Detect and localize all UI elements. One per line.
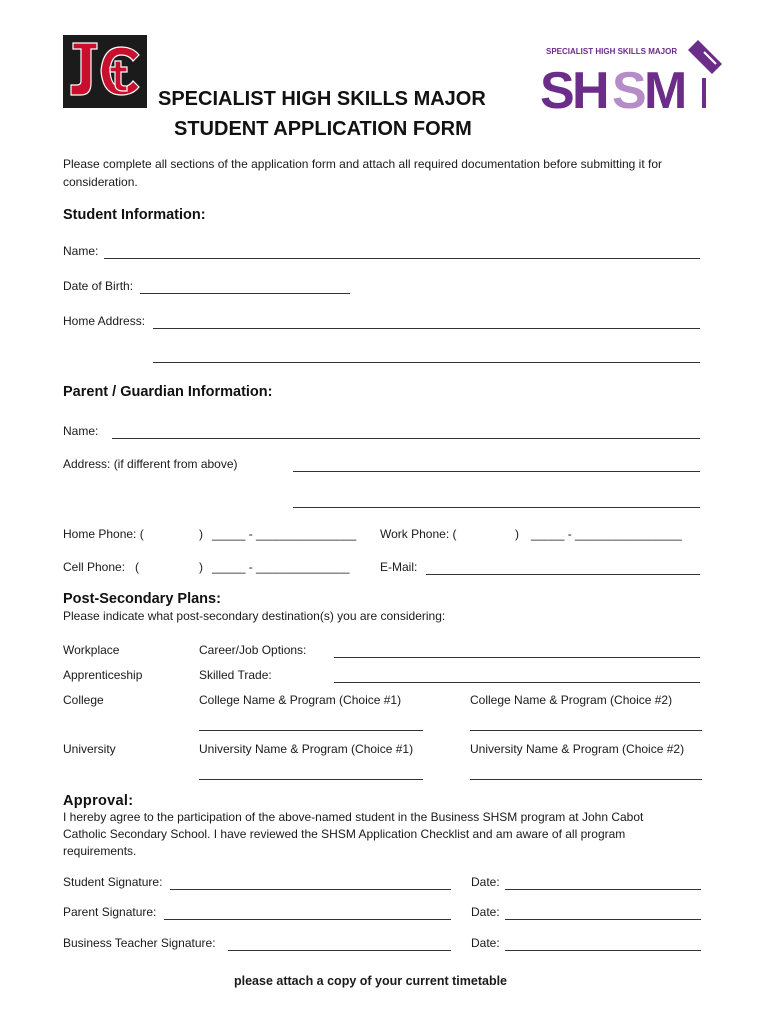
college-choice2-label: College Name & Program (Choice #2)	[470, 693, 673, 707]
college-label: College	[63, 693, 104, 707]
cell-phone-label: Cell Phone: (	[63, 560, 140, 574]
student-name-field[interactable]	[104, 258, 700, 259]
work-phone-paren: )	[515, 527, 519, 541]
student-signature-label: Student Signature:	[63, 875, 163, 889]
home-phone-label: Home Phone: (	[63, 527, 144, 541]
svg-text:H: H	[572, 62, 607, 113]
svg-text:SPECIALIST HIGH SKILLS MAJOR: SPECIALIST HIGH SKILLS MAJOR	[546, 47, 678, 56]
university-choice1-field[interactable]	[199, 779, 423, 780]
parent-address-field-2[interactable]	[293, 507, 700, 508]
parent-name-label: Name:	[63, 424, 99, 438]
post-secondary-heading: Post-Secondary Plans:	[63, 591, 221, 607]
university-choice1-label: University Name & Program (Choice #1)	[199, 742, 414, 756]
parent-signature-date-field[interactable]	[505, 919, 701, 920]
cell-phone-field[interactable]: _____ - ______________	[212, 560, 350, 574]
student-dob-label: Date of Birth:	[63, 279, 134, 293]
apprenticeship-label: Apprenticeship	[63, 668, 143, 682]
intro-text-line-1: Please complete all sections of the application form and attach all required documentation before submitting it for	[63, 157, 663, 171]
school-logo	[63, 35, 147, 108]
cell-phone-paren: )	[199, 560, 203, 574]
approval-heading: Approval:	[63, 793, 134, 809]
parent-address-label: Address: (if different from above)	[63, 457, 238, 471]
workplace-label: Workplace	[63, 643, 120, 657]
email-field[interactable]	[426, 574, 700, 575]
home-phone-paren: )	[199, 527, 203, 541]
title-line-2: STUDENT APPLICATION FORM	[174, 118, 472, 140]
shsm-logo	[538, 38, 730, 113]
teacher-signature-date-label: Date:	[471, 936, 500, 950]
student-name-label: Name:	[63, 244, 99, 258]
intro-text-line-2: consideration.	[63, 175, 138, 189]
career-options-field[interactable]	[334, 657, 700, 658]
career-options-label: Career/Job Options:	[199, 643, 307, 657]
skilled-trade-label: Skilled Trade:	[199, 668, 272, 682]
student-signature-date-field[interactable]	[505, 889, 701, 890]
student-dob-field[interactable]	[140, 293, 350, 294]
parent-signature-field[interactable]	[164, 919, 451, 920]
title-line-1: SPECIALIST HIGH SKILLS MAJOR	[158, 88, 486, 110]
teacher-signature-date-field[interactable]	[505, 950, 701, 951]
email-label: E-Mail:	[380, 560, 418, 574]
svg-text:S: S	[612, 62, 644, 113]
student-signature-field[interactable]	[170, 889, 451, 890]
work-phone-field[interactable]: _____ - ________________	[531, 527, 682, 541]
parent-signature-date-label: Date:	[471, 905, 500, 919]
college-choice1-field[interactable]	[199, 730, 423, 731]
svg-text:S: S	[540, 62, 572, 113]
university-choice2-field[interactable]	[470, 779, 702, 780]
teacher-signature-label: Business Teacher Signature:	[63, 936, 216, 950]
approval-text-line-1: I hereby agree to the participation of the above-named student in the Business SHSM program at John Cabot	[63, 810, 644, 824]
timetable-note: please attach a copy of your current timetable	[234, 974, 507, 988]
work-phone-label: Work Phone: (	[380, 527, 457, 541]
college-choice2-field[interactable]	[470, 730, 702, 731]
approval-text-line-2: Catholic Secondary School. I have reviewed the SHSM Application Checklist and am aware of all program	[63, 827, 626, 841]
home-phone-field[interactable]: _____ - _______________	[212, 527, 357, 541]
parent-info-heading: Parent / Guardian Information:	[63, 384, 273, 400]
student-address-label: Home Address:	[63, 314, 146, 328]
student-info-heading: Student Information:	[63, 207, 206, 223]
student-address-field-2[interactable]	[153, 362, 700, 363]
parent-signature-label: Parent Signature:	[63, 905, 157, 919]
student-address-field-1[interactable]	[153, 328, 700, 329]
college-choice1-label: College Name & Program (Choice #1)	[199, 693, 402, 707]
student-signature-date-label: Date:	[471, 875, 500, 889]
parent-address-field-1[interactable]	[293, 471, 700, 472]
svg-text:M: M	[644, 62, 685, 113]
post-secondary-subheading: Please indicate what post-secondary destination(s) you are considering:	[63, 609, 446, 623]
approval-text-line-3: requirements.	[63, 844, 137, 858]
university-label: University	[63, 742, 116, 756]
university-choice2-label: University Name & Program (Choice #2)	[470, 742, 685, 756]
teacher-signature-field[interactable]	[228, 950, 451, 951]
skilled-trade-field[interactable]	[334, 682, 700, 683]
parent-name-field[interactable]	[112, 438, 700, 439]
